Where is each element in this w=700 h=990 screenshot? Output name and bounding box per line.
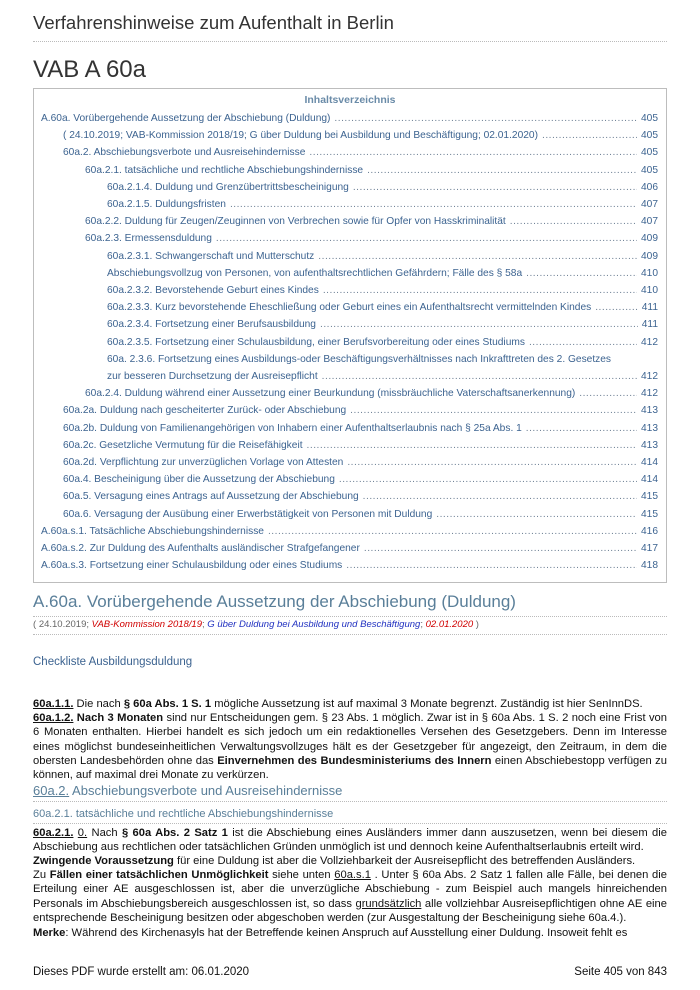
toc-entry-title: A.60a.s.3. Fortsetzung einer Schulausbildung oder eines Studiums [41, 560, 343, 572]
toc-leader-dots [363, 488, 637, 505]
paragraph-60a-1-1: 60a.1.1. Die nach § 60a Abs. 1 S. 1 mögliche Aussetzung ist auf maximal 3 Monate begrenzt. Zuständig ist hier SenInnDS. [33, 698, 643, 710]
toc-entry-title: 60a.2.3.1. Schwangerschaft und Mutterschutz [107, 250, 315, 262]
toc-leader-dots [334, 110, 637, 127]
toc-entry-title: 60a.2. Abschiebungsverbote und Ausreisehindernisse [63, 147, 306, 159]
toc-entry-title: 60a.2d. Verpflichtung zur unverzüglichen Vorlage von Attesten [63, 457, 344, 469]
paragraph-tatsaechliche-unmoeglichkeit: Zu Fällen einer tatsächlichen Unmöglichkeit siehe unten 60a.s.1 . Unter § 60a Abs. 2 Satz 1 fallen alle Fälle, bei denen die Erteilung einer AE ausgeschlossen ist, aber die unverzügliche Abschiebung - zum Beispiel auch mangels hinreichenden Personals im Abschiebungsbereich ausgeschlossen ist, so dass grundsätzlich alle vollziehbar Ausreisepflichtigen ohne AE eine entsprechende Bescheinigung besitzen oder abgeschoben werden (zur Ausgestaltung der Bescheinigung siehe 60a.4.). [33, 869, 667, 924]
toc-entry[interactable] [34, 110, 666, 127]
toc-entry[interactable] [34, 179, 666, 196]
toc-entry-title: 60a.6. Versagung der Ausübung einer Erwerbstätigkeit von Personen mit Duldung [63, 508, 433, 520]
toc-entry-page: 410 [641, 267, 658, 279]
toc-leader-dots [307, 437, 637, 454]
toc-entry-page: 411 [641, 319, 658, 331]
toc-entry-title: 60a.2.1. tatsächliche und rechtliche Abschiebungshindernisse [85, 164, 364, 176]
toc-leader-dots [230, 196, 637, 213]
toc-entry-title: 60a. 2.3.6. Fortsetzung eines Ausbildungs-oder Beschäftigungsverhältnisses nach Inkrafttreten des 2. Gesetzes [107, 353, 612, 365]
toc-entry[interactable] [34, 523, 666, 540]
ref-0[interactable]: 0. [77, 827, 88, 839]
toc-entry-page: 414 [641, 474, 658, 486]
toc-entry-title: ( 24.10.2019; VAB-Kommission 2018/19; G über Duldung bei Ausbildung und Beschäftigung; 02.01.2020) [63, 130, 538, 142]
toc-entry-title: A.60a.s.1. Tatsächliche Abschiebungshindernisse [41, 525, 264, 537]
toc-entry[interactable] [34, 230, 666, 247]
table-of-contents [33, 88, 667, 583]
toc-entry-title: 60a.2.3.4. Fortsetzung einer Berufsausbildung [107, 319, 316, 331]
toc-leader-dots [526, 420, 637, 437]
toc-entry-page: 415 [641, 508, 658, 520]
toc-entry-page: 406 [641, 181, 658, 193]
toc-leader-dots [367, 162, 637, 179]
toc-entry-page: 414 [641, 457, 658, 469]
toc-entry-page: 413 [641, 439, 658, 451]
toc-leader-dots [353, 179, 637, 196]
meta-date: 24.10.2019 [38, 619, 87, 630]
checklist-link[interactable]: Checkliste Ausbildungsduldung [33, 656, 193, 668]
page-header: Verfahrenshinweise zum Aufenthalt in Berlin [33, 12, 667, 42]
toc-entry-page: 409 [641, 233, 658, 245]
toc-entry[interactable] [34, 368, 666, 385]
toc-entry[interactable] [34, 471, 666, 488]
toc-entry-page: 412 [641, 388, 658, 400]
toc-entry-title: 60a.2.3.3. Kurz bevorstehende Eheschließung oder Geburt eines ein Aufenthaltsrecht vermittelnden Kindes [107, 302, 592, 314]
toc-entry-title: A.60a.s.2. Zur Duldung des Aufenthalts ausländischer Strafgefangener [41, 543, 360, 555]
toc-leader-dots [579, 385, 637, 402]
toc-entry[interactable] [34, 213, 666, 230]
toc-entry[interactable] [34, 437, 666, 454]
toc-entry-title: 60a.5. Versagung eines Antrags auf Aussetzung der Abschiebung [63, 491, 359, 503]
toc-leader-dots [542, 127, 637, 144]
toc-entry-page: 412 [641, 336, 658, 348]
toc-entry-title: 60a.2a. Duldung nach gescheiterter Zurück- oder Abschiebung [63, 405, 347, 417]
footer-created: Dieses PDF wurde erstellt am: 06.01.2020 [33, 966, 250, 978]
section-meta: ( 24.10.2019; VAB-Kommission 2018/19; G über Duldung bei Ausbildung und Beschäftigung; 02.01.2020 ) [33, 619, 667, 635]
subsection-60a-2: 60a.2. Abschiebungsverbote und Ausreisehindernisse [33, 783, 667, 802]
ref-60a-s-1[interactable]: 60a.s.1 [334, 869, 371, 881]
document-title: VAB A 60a [33, 56, 667, 91]
toc-leader-dots [529, 334, 637, 351]
paragraph-60a-2-1: 60a.2.1. 0. Nach § 60a Abs. 2 Satz 1 ist die Abschiebung eines Ausländers immer dann auszusetzen, wenn bei diesem die Abschiebung aus rechtlichen oder tatsächlichen Gründen unmöglich ist und dennoch keine Aufenthaltserlaubnis erteilt wird. [33, 827, 667, 854]
section-title: A.60a. Vorübergehende Aussetzung der Abschiebung (Duldung) [33, 592, 667, 617]
toc-entry-page: 407 [641, 216, 658, 228]
toc-entry-page: 415 [641, 491, 658, 503]
toc-entry-title: 60a.2.1.5. Duldungsfristen [107, 199, 226, 211]
toc-entry[interactable] [34, 144, 666, 161]
toc-entry[interactable] [34, 316, 666, 333]
toc-leader-dots [318, 248, 637, 265]
ref-60a-1-1[interactable]: 60a.1.1. [33, 698, 74, 710]
toc-entry[interactable] [34, 127, 666, 144]
toc-entry-page: 405 [641, 113, 658, 124]
page-footer [33, 966, 667, 978]
toc-entry-title: Abschiebungsvollzug von Personen, von aufenthaltsrechtlichen Gefährdern; Fälle des § 58a [107, 267, 523, 279]
toc-entry-page: 407 [641, 199, 658, 211]
toc-entry-page: 417 [641, 543, 658, 555]
toc-entry-page: 413 [641, 422, 658, 434]
toc-entry-page: 416 [641, 525, 658, 537]
ref-60a-2-1[interactable]: 60a.2.1. [33, 827, 74, 839]
toc-entry-page: 412 [641, 371, 658, 383]
toc-leader-dots [510, 213, 637, 230]
toc-leader-dots [268, 523, 637, 540]
toc-entry[interactable] [34, 488, 666, 505]
toc-leader-dots [526, 265, 637, 282]
toc-leader-dots [436, 506, 637, 523]
paragraph-zwingende-voraussetzung: Zwingende Voraussetzung für eine Duldung ist aber die Vollziehbarkeit der Ausreisepflicht des betreffenden Ausländers. [33, 855, 636, 867]
toc-entry[interactable] [34, 454, 666, 471]
toc-leader-dots [320, 316, 638, 333]
ref-60a-2[interactable]: 60a.2. [33, 783, 70, 798]
meta-kommission-link[interactable]: VAB-Kommission 2018/19 [91, 619, 203, 630]
toc-entry-title: 60a.2.4. Duldung während einer Aussetzung einer Beurkundung (missbräuchliche Vaterschaftsanerkennung) [85, 388, 576, 400]
toc-list [34, 110, 666, 574]
toc-entry[interactable] [34, 540, 666, 557]
toc-entry-page: 413 [641, 405, 658, 417]
toc-entry[interactable] [34, 385, 666, 402]
toc-entry[interactable] [34, 334, 666, 351]
meta-gesetz-link[interactable]: G über Duldung bei Ausbildung und Beschäftigung [207, 619, 421, 630]
toc-leader-dots [595, 299, 638, 316]
toc-leader-dots [347, 454, 637, 471]
toc-entry[interactable] [34, 299, 666, 316]
toc-entry-title: A.60a. Vorübergehende Aussetzung der Abschiebung (Duldung) [41, 113, 331, 124]
toc-entry-title: 60a.2b. Duldung von Familienangehörigen von Inhabern einer Aufenthaltserlaubnis nach § 25a Abs. 1 [63, 422, 522, 434]
toc-leader-dots [323, 282, 637, 299]
paragraph-merke: Merke: Während des Kirchenasyls hat der Betreffende keinen Anspruch auf Ausstellung einer Duldung. Insoweit fehlt es [33, 927, 628, 939]
toc-entry-title: 60a.2.3.5. Fortsetzung einer Schulausbildung, einer Berufsvorbereitung oder eines Studiums [107, 336, 525, 348]
toc-entry[interactable] [34, 420, 666, 437]
toc-leader-dots [309, 144, 637, 161]
toc-heading: Inhaltsverzeichnis [304, 94, 396, 106]
toc-leader-dots [364, 540, 637, 557]
toc-entry-page: 409 [641, 250, 658, 262]
toc-leader-dots [322, 368, 637, 385]
toc-entry-page: 405 [641, 164, 658, 176]
toc-entry-page: 405 [641, 147, 658, 159]
toc-entry[interactable] [34, 282, 666, 299]
toc-entry-title: zur besseren Durchsetzung der Ausreisepflicht [107, 371, 318, 383]
toc-entry[interactable] [34, 351, 666, 368]
toc-entry[interactable] [34, 265, 666, 282]
toc-entry-page: 410 [641, 285, 658, 297]
toc-entry[interactable] [34, 557, 666, 574]
toc-entry-title: 60a.2c. Gesetzliche Vermutung für die Reisefähigkeit [63, 439, 303, 451]
toc-entry[interactable] [34, 196, 666, 213]
toc-leader-dots [339, 471, 637, 488]
toc-entry[interactable] [34, 162, 666, 179]
toc-entry-page: 418 [641, 560, 658, 572]
footer-page-number: Seite 405 von 843 [574, 966, 667, 978]
subsection-60a-2-1: 60a.2.1. tatsächliche und rechtliche Abschiebungshindernisse [33, 808, 667, 824]
toc-entry[interactable] [34, 402, 666, 419]
toc-leader-dots [216, 230, 637, 247]
toc-entry[interactable] [34, 506, 666, 523]
toc-leader-dots [350, 402, 637, 419]
grundsaetzlich-text: grundsätzlich [355, 897, 422, 910]
toc-entry-title: 60a.2.1.4. Duldung und Grenzübertrittsbescheinigung [107, 181, 349, 193]
toc-entry[interactable] [34, 248, 666, 265]
toc-leader-dots [346, 557, 637, 574]
toc-entry-title: 60a.2.3. Ermessensduldung [85, 233, 212, 245]
toc-entry-title: 60a.2.3.2. Bevorstehende Geburt eines Kindes [107, 285, 319, 297]
toc-entry-title: 60a.2.2. Duldung für Zeugen/Zeuginnen von Verbrechen sowie für Opfer von Hasskriminalität [85, 216, 506, 228]
ref-60a-1-2[interactable]: 60a.1.2. [33, 712, 74, 724]
meta-date2-link[interactable]: 02.01.2020 [425, 619, 474, 630]
toc-entry-page: 405 [641, 130, 658, 142]
toc-entry-page: 411 [641, 302, 658, 314]
toc-entry-title: 60a.4. Bescheinigung über die Aussetzung der Abschiebung [63, 474, 335, 486]
paragraph-60a-1-2: 60a.1.2. Nach 3 Monaten sind nur Entscheidungen gem. § 23 Abs. 1 möglich. Zwar ist in § 60a Abs. 1 S. 2 noch eine Frist von 6 Monaten enthalten. Hierbei handelt es sich jedoch um ein redaktionelles Versehen des Gesetzgebers. Denn im Interesse eines möglichst bundeseinheitlichen Verwaltungsvollzuges hält es der Gesetzgeber für angezeigt, den Zeitraum, in dem die obersten Landesbehörden ohne das Einvernehmen des Bundesministeriums des Innern einen Abschiebestopp verfügen zu können, auf maximal drei Monate zu verkürzen. [33, 712, 667, 782]
